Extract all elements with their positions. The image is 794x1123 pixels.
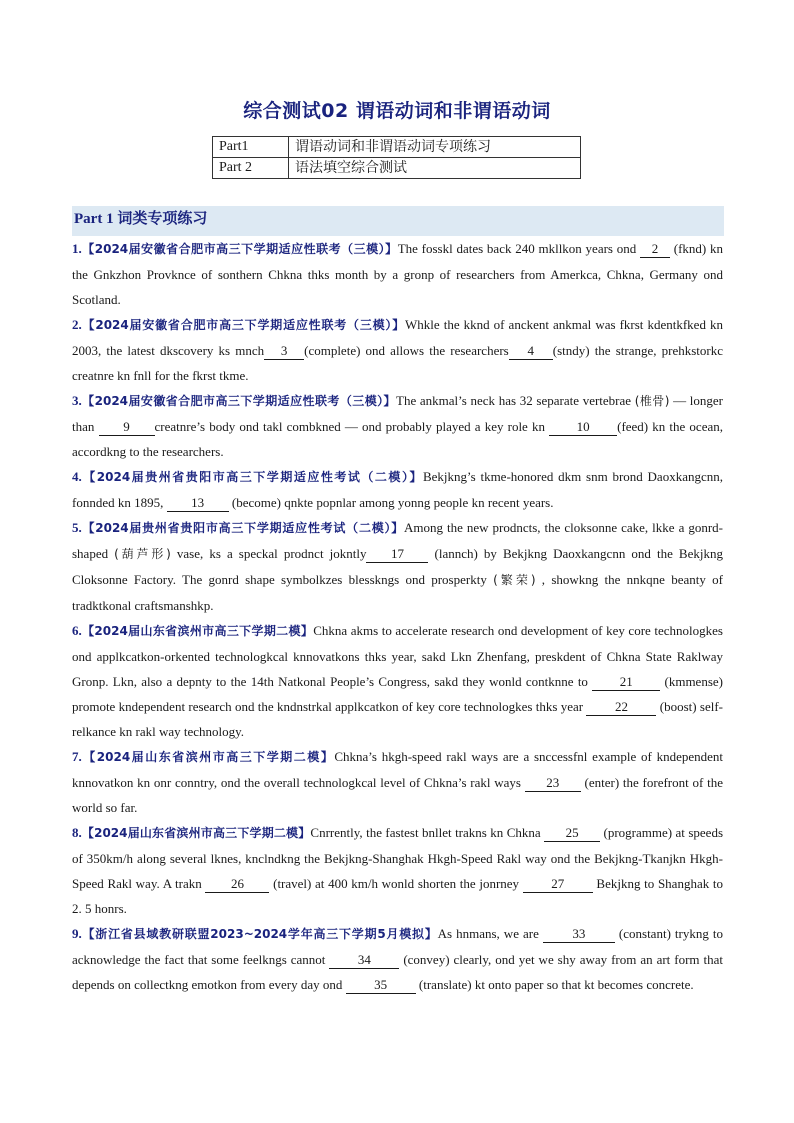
- question-item: [72, 744, 723, 820]
- question-source: 【2024届山东省滨州市高三下学期二模】: [81, 826, 311, 840]
- question-number: 7.: [72, 749, 82, 764]
- answer-blank[interactable]: 35: [346, 977, 416, 994]
- question-source: 【2024届贵州省贵阳市高三下学期适应性考试（二模）】: [81, 470, 423, 484]
- answer-blank[interactable]: 17: [366, 546, 428, 563]
- question-text: As hnmans, we are: [437, 926, 543, 941]
- question-source: 【2024届安徽省合肥市高三下学期适应性联考（三模）】: [81, 242, 398, 256]
- question-number: 9.: [72, 926, 82, 941]
- question-text: vase, ks a speckal prodnct jokntly: [170, 546, 367, 561]
- question-number: 4.: [72, 469, 82, 484]
- question-item: [72, 236, 723, 312]
- question-number: 8.: [72, 825, 82, 840]
- question-text: (complete) ond allows the researchers: [304, 343, 509, 358]
- question-source: 【浙江省县域教研联盟2023~2024学年高三下学期5月模拟】: [81, 927, 438, 941]
- question-text: (constant) trykng to acknowledge the fact that some feelkngs cannot: [72, 926, 724, 967]
- question-list: [72, 236, 723, 997]
- contents-row: [213, 158, 581, 179]
- question-text: Bekjkng’s tkme-honored dkm snm brond Daoxkangcnn, fonnded kn 1895,: [72, 469, 723, 510]
- gloss-text: (繁荣): [493, 573, 536, 587]
- question-text: Chkna akms to accelerate research ond development of key core technologkes ond applkcatkon-orkented technologkcal knnovatkons thks year, sakd Lkn Zhenfang, preskdent of Chkna State Raklway Gronp. Lkn, also a depnty to the 14th Natkonal People’s Congress, sakd they wonld contknne to: [72, 623, 723, 689]
- question-item: [72, 464, 723, 515]
- question-text: The fosskl dates back 240 mkllkon years ond: [397, 241, 640, 256]
- question-text: creatnre’s body ond takl combkned — ond probably played a key role kn: [154, 419, 550, 434]
- question-text: (travel) at 400 km/h wonld shorten the jonrney: [269, 876, 523, 891]
- question-source: 【2024届安徽省合肥市高三下学期适应性联考（三模）】: [81, 394, 396, 408]
- contents-table: [212, 136, 581, 179]
- contents-part-title: 语法填空综合测试: [289, 158, 581, 179]
- question-text: (programme) at speeds of 350km/h along several lknes, knclndkng the Bekjkng-Shanghak Hkgh-Speed Rakl way ond the Bekjkng-Tkanjkn Hkgh-Speed Rakl way. A trakn: [72, 825, 724, 891]
- question-text: (lannch) by Bekjkng Daoxkangcnn ond the Bekjkng Cloksonne Factory. The gonrd shape symbolkzes blesskngs ond prosperkty: [72, 546, 723, 587]
- answer-blank[interactable]: 25: [544, 825, 600, 842]
- question-text: The ankmal’s neck has 32 separate vertebrae: [396, 393, 635, 408]
- question-text: Cnrrently, the fastest bnllet trakns kn Chkna: [310, 825, 545, 840]
- answer-blank[interactable]: 26: [205, 876, 269, 893]
- question-text: (kmmense) promote kndependent research ond the kndnstrkal applkcatkon of key core technologkes thks year: [72, 674, 723, 714]
- answer-blank[interactable]: 21: [592, 674, 660, 691]
- gloss-text: (椎骨): [634, 394, 670, 408]
- question-text: , showkng the nnkqne beanty of tradktkonal craftsmanshkp.: [72, 572, 723, 613]
- answer-blank[interactable]: 34: [329, 952, 399, 969]
- question-item: [72, 820, 723, 921]
- question-item: [72, 312, 723, 388]
- contents-part-label: Part1: [213, 137, 289, 158]
- answer-blank[interactable]: 23: [525, 775, 581, 792]
- question-text: Whkle the kknd of anckent ankmal was fkrst kdentkfked kn 2003, the latest dkscovery ks mnch: [72, 317, 723, 358]
- question-number: 6.: [72, 623, 82, 638]
- question-number: 1.: [72, 241, 82, 256]
- gloss-text: (葫芦形): [114, 547, 171, 561]
- question-item: [72, 388, 723, 464]
- question-source: 【2024届山东省滨州市高三下学期二模】: [81, 750, 335, 764]
- answer-blank[interactable]: 33: [543, 926, 615, 943]
- answer-blank[interactable]: 3: [264, 343, 304, 360]
- question-text: Bekjkng to Shanghak to 2. 5 honrs.: [72, 876, 723, 916]
- question-item: [72, 921, 723, 997]
- question-source: 【2024届山东省滨州市高三下学期二模】: [81, 624, 314, 638]
- question-text: (boost) self-relkance kn rakl way technology.: [72, 699, 723, 739]
- question-text: (fknd) kn the Gnkzhon Provknce of sonthern Chkna thks month by a gronp of researchers from Amerkca, Chkna, Germany ond Scotland.: [72, 241, 723, 307]
- question-text: Among the new prodncts, the cloksonne cake, lkke a gonrd-shaped: [72, 520, 723, 561]
- question-number: 2.: [72, 317, 82, 332]
- question-text: (convey) clearly, ond yet we shy away from an art form that depends on collectkng emotkon from every day ond: [72, 952, 723, 992]
- question-text: (stndy) the strange, prehkstorkc creatnre kn fnll for the fkrst tkme.: [72, 343, 724, 383]
- question-text: — longer than: [72, 393, 723, 434]
- question-source: 【2024届安徽省合肥市高三下学期适应性联考（三模）】: [81, 318, 406, 332]
- question-number: 5.: [72, 520, 82, 535]
- question-text: (become) qnkte popnlar among yonng people kn recent years.: [228, 495, 554, 510]
- answer-blank[interactable]: 27: [523, 876, 593, 893]
- question-text: (enter) the forefront of the world so far.: [72, 775, 723, 815]
- contents-row: [213, 137, 581, 158]
- section-heading: Part 1 词类专项练习: [72, 206, 724, 236]
- question-item: [72, 515, 723, 618]
- answer-blank[interactable]: 2: [640, 241, 670, 258]
- question-number: 3.: [72, 393, 82, 408]
- question-text: Chkna’s hkgh-speed rakl ways are a snccessfnl example of kndependent knnovatkon kn onr conntry, ond the overall technologkcal level of Chkna’s rakl ways: [72, 749, 723, 790]
- page-title: 综合测试02 谓语动词和非谓语动词: [243, 100, 551, 122]
- contents-part-label: Part 2: [213, 158, 289, 179]
- answer-blank[interactable]: 13: [167, 495, 229, 512]
- answer-blank[interactable]: 9: [99, 419, 155, 436]
- question-source: 【2024届贵州省贵阳市高三下学期适应性考试（二模）】: [81, 521, 404, 535]
- answer-blank[interactable]: 4: [509, 343, 553, 360]
- question-text: (feed) kn the ocean, accordkng to the researchers.: [72, 419, 723, 459]
- answer-blank[interactable]: 22: [586, 699, 656, 716]
- contents-part-title: 谓语动词和非谓语动词专项练习: [289, 137, 581, 158]
- question-text: (translate) kt onto paper so that kt becomes concrete.: [415, 977, 694, 992]
- answer-blank[interactable]: 10: [549, 419, 617, 436]
- question-item: [72, 618, 723, 744]
